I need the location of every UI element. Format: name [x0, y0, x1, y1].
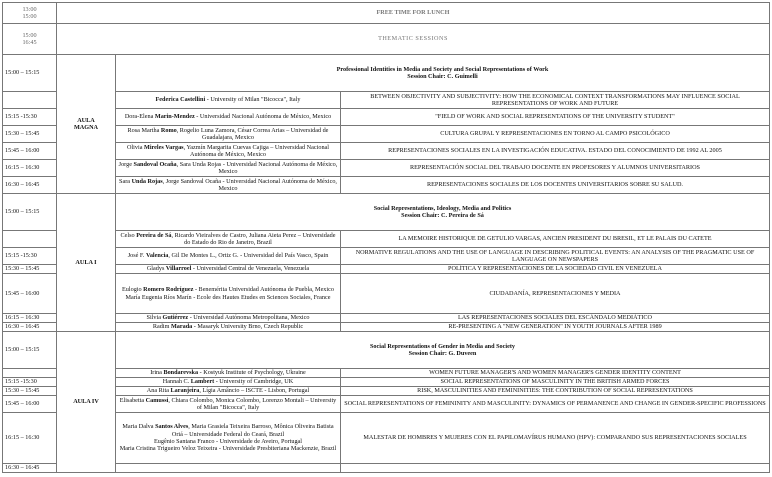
author-affiliation: - University of Milan "Bicocca", Italy: [205, 96, 301, 104]
talk-authors: [116, 231, 341, 248]
author-prefix: Hannah C.: [162, 378, 191, 386]
talk-row: [3, 231, 770, 248]
talk-time: 15:45 – 16:00: [3, 143, 57, 160]
talk-authors: [116, 126, 341, 143]
author-prefix: Elisabetta: [119, 396, 146, 404]
presenting-author: Gutiérrez: [162, 314, 189, 322]
talk-authors: [116, 143, 341, 160]
presenting-author: Lambert: [190, 378, 215, 386]
author-prefix: Maria Dalva: [122, 423, 156, 431]
talk-time: 16:15 – 16:30: [3, 160, 57, 177]
presenting-author: Federica Castellini: [155, 96, 206, 104]
session-chair: Session Chair: C. Guimelli: [407, 73, 478, 80]
author-prefix: Dora-Elena: [124, 113, 155, 121]
session-header-row: [3, 194, 770, 231]
author-affiliation: , Rogelio Luna Zamora, César Correa Arias – Universidad de Guadalajara, Mexico: [176, 126, 329, 141]
lunch-label: FREE TIME FOR LUNCH: [57, 3, 770, 24]
session-title: Social Representations, Ideology, Media and Politics: [373, 204, 512, 212]
talk-time: 15:45 – 16:00: [3, 396, 57, 413]
talk-time: 15:45 – 16:00: [3, 274, 57, 314]
talk-row: [3, 323, 770, 332]
talk-title: MALESTAR DE HOMBRES Y MUJERES CON EL PAPILOMAVÍRUS HUMANO (HPV): COMPARANDO SUS REPRESENTACIONES SOCIALES: [341, 413, 770, 464]
talk-authors: [116, 177, 341, 194]
lunch-time: 13:00 15:00: [3, 3, 57, 24]
talk-time: 16:30 – 16:45: [3, 464, 57, 473]
talk-title: [341, 464, 770, 473]
author-prefix: Ana Rita: [146, 387, 171, 395]
talk-title: LAS REPRESENTACIONES SOCIALES DEL ESCÁNDALO MEDIÁTICO: [341, 314, 770, 323]
talk-title: SOCIAL REPRESENTATIONS OF FEMININITY AND MASCULINITY: DYNAMICS OF PERMANENCE AND CHANGE IN GENDER-SPECIFIC PROFESSIONS: [341, 396, 770, 413]
talk-authors: [116, 160, 341, 177]
talk-time: 15:30 – 15:45: [3, 265, 57, 274]
talk-authors: [116, 387, 341, 396]
presenting-author: Romo: [160, 126, 177, 134]
talk-time: 15:15 -15:30: [3, 248, 57, 265]
talk-time: 15:30 – 15:45: [3, 126, 57, 143]
talk-title: LA MEMOIRE HISTORIQUE DE GETULIO VARGAS, ANCIEN PRESIDENT DU BRESIL, ET LE PALAIS DU CATETE: [341, 231, 770, 248]
presenting-author: Marin-Mendez: [154, 113, 195, 121]
session-header-row: [3, 332, 770, 369]
session-time: 15:00 – 15:15: [3, 332, 57, 369]
presenting-author: Pereira de Sá: [136, 231, 172, 239]
talk-authors: [116, 369, 341, 378]
talk-authors: [116, 323, 341, 332]
talk-time: [3, 92, 57, 109]
presenting-author: Romero Rodríguez: [143, 286, 194, 294]
author-prefix: Olivia: [126, 143, 144, 151]
talk-row: [3, 143, 770, 160]
thematic-label: THEMATIC SESSIONS: [57, 24, 770, 55]
talk-title: CIUDADANÍA, REPRESENTACIONES Y MEDIA: [341, 274, 770, 314]
talk-title: POLÍTICA Y REPRESENTACIONES DE LA SOCIEDAD CIVIL EN VENEZUELA: [341, 265, 770, 274]
presenting-author: Sandoval Ocaña: [133, 160, 177, 168]
program-table: [2, 2, 770, 473]
talk-title: SOCIAL REPRESENTATIONS OF MASCULINITY IN THE BRITISH ARMED FORCES: [341, 378, 770, 387]
author-affiliation: - Masaryk University Brno, Czech Republic: [192, 323, 304, 331]
talk-row: [3, 126, 770, 143]
session-title-cell: [116, 332, 770, 369]
room-name: AULA MAGNA: [57, 55, 116, 194]
talk-authors: [116, 464, 341, 473]
author-prefix: Irina: [150, 369, 164, 377]
author-affiliation: , Sara Unda Rojas - Universidad Nacional Autónoma de México, Mexico: [176, 160, 338, 175]
talk-title: NORMATIVE REGULATIONS AND THE USE OF LANGUAGE IN DESCRIBING POLITICAL EVENTS: AN ANALYSIS OF THE PRAGMATIC USE OF LANGUAGE ON NEWSPAPERS: [341, 248, 770, 265]
author-affiliation: - Universidad Nacional Autónoma de México, Mexico: [194, 113, 332, 121]
presenting-author: Valencia: [145, 252, 169, 260]
author-prefix: Rosa Martha: [127, 126, 161, 134]
talk-authors: [116, 396, 341, 413]
talk-row: [3, 177, 770, 194]
talk-time: [3, 369, 57, 378]
presenting-author: Mireles Vargas: [143, 143, 184, 151]
talk-title: "FIELD OF WORK AND SOCIAL REPRESENTATIONS OF THE UNIVERSITY STUDENT": [341, 109, 770, 126]
author-affiliation: , Chiara Colombo, Monica Colombo, Lorenzo Montali – University of Milan "Bicocca", Italy: [168, 396, 337, 411]
talk-row: [3, 369, 770, 378]
thematic-time: 15:00 16:45: [3, 24, 57, 55]
talk-title: CULTURA GRUPAL Y REPRESENTACIONES EN TORNO AL CAMPO PSICOLÓGICO: [341, 126, 770, 143]
lunch-row: [3, 3, 770, 24]
talk-authors: [116, 413, 341, 464]
session-title: Social Representations of Gender in Media and Society: [369, 342, 515, 350]
author-prefix: Celso: [120, 231, 137, 239]
author-affiliation: , Yazmín Margarita Cuevas Cajiga – Universidad Nacional Autónoma de México, Mexico: [183, 143, 330, 158]
author-prefix: Radim: [152, 323, 171, 331]
presenting-author: Laranjeira: [170, 387, 200, 395]
author-prefix: Gladys: [146, 265, 166, 273]
talk-authors: [116, 314, 341, 323]
author-affiliation: , Jorge Sandoval Ocaña - Universidad Nacional Autónoma de México, Mexico: [162, 177, 337, 192]
presenting-author: Marada: [170, 323, 193, 331]
author-prefix: Jorge: [118, 160, 134, 168]
session-header-row: [3, 55, 770, 92]
talk-time: 15:15 -15:30: [3, 378, 57, 387]
talk-title: BETWEEN OBJECTIVITY AND SUBJECTIVITY: HOW THE ECONOMICAL CONTEXT TRANSFORMATIONS MAY INFLUENCE SOCIAL REPRESENTATIONS OF WORK AND FUTURE: [341, 92, 770, 109]
talk-authors: [116, 265, 341, 274]
talk-time: 16:15 – 16:30: [3, 314, 57, 323]
talk-authors: [116, 109, 341, 126]
talk-time: 15:15 -15:30: [3, 109, 57, 126]
talk-row: [3, 109, 770, 126]
author-prefix: Silvia: [146, 314, 163, 322]
author-affiliation: - Universidad Central de Venezuela, Venezuela: [191, 265, 310, 273]
talk-row: [3, 160, 770, 177]
talk-time: 16:15 – 16:30: [3, 413, 57, 464]
session-time: 15:00 – 15:15: [3, 55, 57, 92]
author-affiliation: - Benemérita Universidad Autónoma de Puebla, Mexico María Eugenia Ríos Marín - Ecole des Hautes Etudes en Sciences Sociales, France: [125, 286, 334, 301]
author-affiliation: , Lígia Amâncio – ISCTE - Lisbon, Portugal: [199, 387, 310, 395]
talk-title: REPRESENTACIONES SOCIALES EN LA INVESTIGACIÓN EDUCATIVA. ESTADO DEL CONOCIMIENTO DE 1992 AL 2005: [341, 143, 770, 160]
talk-authors: [116, 378, 341, 387]
session-time: 15:00 – 15:15: [3, 194, 57, 231]
talk-row: [3, 314, 770, 323]
author-prefix: Eulogio: [122, 286, 144, 294]
talk-time: 16:30 – 16:45: [3, 177, 57, 194]
talk-title: RISK, MASCULINITIES AND FEMININITIES: THE CONTRIBUTION OF SOCIAL REPRESENTATIONS: [341, 387, 770, 396]
author-affiliation: , Maria Grasiela Teixeira Barroso, Mônica Oliveira Batista Oriá – Universidade Federal do Ceará, Brazil Eugênio Santana Franco - Universidade de Aveiro, Portugal Maria Cristina Trigueiro Veloz Teixeira - Universidade Presbiteriana Mackenzie, Brazil: [119, 423, 337, 453]
author-prefix: Sara: [119, 177, 132, 185]
talk-time: 15:30 – 15:45: [3, 387, 57, 396]
talk-row: [3, 396, 770, 413]
talk-authors: [116, 274, 341, 314]
talk-authors: [116, 92, 341, 109]
room-name: AULA I: [57, 194, 116, 332]
talk-time: [3, 231, 57, 248]
session-chair: Session Chair: G. Duveen: [408, 350, 477, 357]
talk-row: [3, 413, 770, 464]
author-prefix: José F.: [127, 252, 146, 260]
presenting-author: Villarroel: [165, 265, 192, 273]
talk-row: [3, 248, 770, 265]
author-affiliation: , Gil De Montes L., Ortiz G. - Universidad del País Vasco, Spain: [168, 252, 329, 260]
talk-title: REPRESENTACIÓN SOCIAL DEL TRABAJO DOCENTE EN PROFESORES Y ALUMNOS UNIVERSITARIOS: [341, 160, 770, 177]
talk-row: [3, 464, 770, 473]
presenting-author: Santos Alves: [155, 423, 189, 431]
presenting-author: Unda Rojas: [131, 177, 163, 185]
session-chair: Session Chair: C. Pereira de Sá: [401, 212, 484, 219]
author-affiliation: - Universidad Autónoma Metropolitana, Mexico: [188, 314, 310, 322]
author-affiliation: - University of Cambridge, UK: [214, 378, 294, 386]
author-affiliation: - Kostyuk Institute of Psychology, Ukraine: [198, 369, 306, 377]
talk-authors: [116, 248, 341, 265]
session-title: Professional Identities in Media and Society and Social Representations of Work: [336, 65, 549, 73]
talk-title: RE-PRESENTING A "NEW GENERATION" IN YOUTH JOURNALS AFTER 1989: [341, 323, 770, 332]
thematic-row: [3, 24, 770, 55]
talk-row: [3, 378, 770, 387]
presenting-author: Camussi: [145, 396, 169, 404]
talk-title: WOMEN FUTURE MANAGER'S AND WOMEN MANAGER'S GENDER IDENTITY CONTENT: [341, 369, 770, 378]
talk-time: 16:30 – 16:45: [3, 323, 57, 332]
talk-row: [3, 265, 770, 274]
session-title-cell: [116, 55, 770, 92]
presenting-author: Bondarevska: [163, 369, 199, 377]
room-name: AULA IV: [57, 332, 116, 473]
talk-row: [3, 92, 770, 109]
talk-title: REPRESENTACIONES SOCIALES DE LOS DOCENTES UNIVERSITARIOS SOBRE SU SALUD.: [341, 177, 770, 194]
session-title-cell: [116, 194, 770, 231]
talk-row: [3, 387, 770, 396]
talk-row: [3, 274, 770, 314]
author-affiliation: , Ricardo Vieiralves de Castro, Juliana Aieta Perez – Universidade do Estado do Rio de Janeiro, Brazil: [171, 231, 336, 246]
